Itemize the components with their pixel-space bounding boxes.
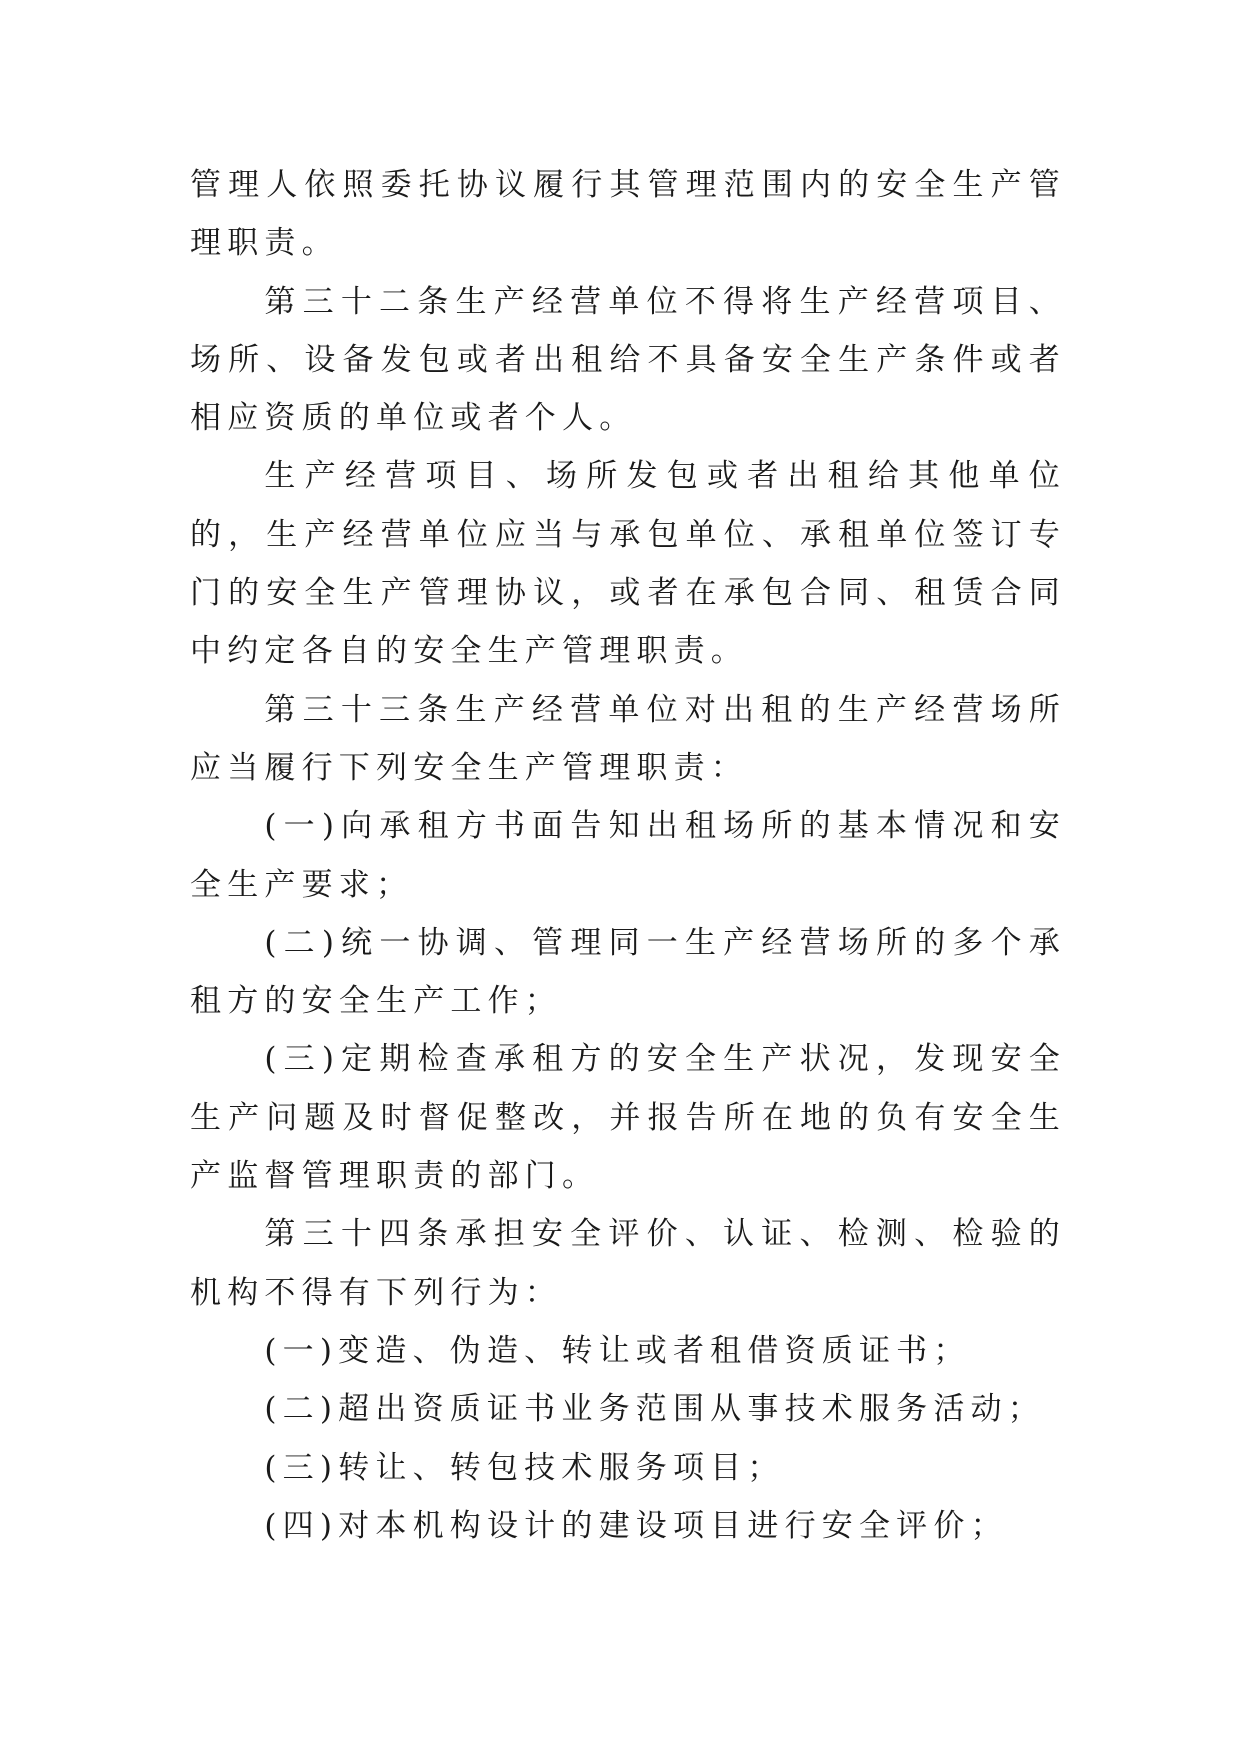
- paragraph-article-32: 第三十二条生产经营单位不得将生产经营项目、场所、设备发包或者出租给不具备安全生产条件或者相应资质的单位或者个人。: [190, 283, 1066, 437]
- list-item-33-1: (一)向承租方书面告知出租场所的基本情况和安全生产要求；: [190, 808, 1066, 903]
- list-item-34-3: (三)转让、转包技术服务项目；: [264, 1449, 785, 1486]
- list-item-34-2: (二)超出资质证书业务范围从事技术服务活动；: [264, 1391, 1045, 1428]
- document-body: [190, 156, 1066, 1555]
- list-item-33-2: (二)统一协调、管理同一生产经营场所的多个承租方的安全生产工作；: [190, 924, 1066, 1020]
- paragraph-1: 管理人依照委托协议履行其管理范围内的安全生产管理职责。: [190, 167, 1066, 262]
- list-item-34-1: (一)变造、伪造、转让或者租借资质证书；: [264, 1332, 971, 1369]
- paragraph-article-32-2: 生产经营项目、场所发包或者出租给其他单位的，生产经营单位应当与承包单位、承租单位签订专门的安全生产管理协议，或者在承包合同、租赁合同中约定各自的安全生产管理职责。: [190, 458, 1066, 670]
- paragraph-article-33: 第三十三条生产经营单位对出租的生产经营场所应当履行下列安全生产管理职责：: [190, 691, 1066, 786]
- list-item-33-3: (三)定期检查承租方的安全生产状况，发现安全生产问题及时督促整改，并报告所在地的负有安全生产监督管理职责的部门。: [190, 1041, 1066, 1195]
- paragraph-article-34: 第三十四条承担安全评价、认证、检测、检验的机构不得有下列行为：: [190, 1216, 1066, 1311]
- list-item-34-4: (四)对本机构设计的建设项目进行安全评价；: [264, 1507, 1008, 1544]
